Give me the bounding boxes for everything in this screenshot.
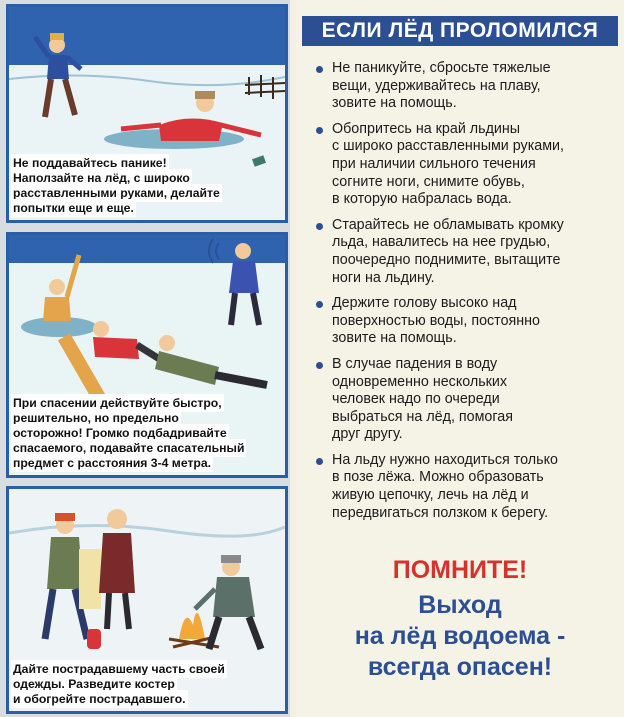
bullet-icon bbox=[316, 223, 323, 230]
panel-fall-through-ice bbox=[6, 4, 288, 223]
page-title: ЕСЛИ ЛЁД ПРОЛОМИЛСЯ bbox=[302, 16, 618, 46]
rules-list bbox=[314, 60, 614, 530]
bullet-icon bbox=[316, 458, 323, 465]
panel-warm-up bbox=[6, 486, 288, 714]
bullet-icon bbox=[316, 362, 323, 369]
remember-heading: ПОМНИТЕ! bbox=[392, 556, 528, 584]
rules-column bbox=[296, 0, 624, 717]
warning-text: Выход на лёд водоема - всегда опасен! bbox=[354, 591, 566, 681]
panel-rescue bbox=[6, 232, 288, 478]
panel-caption: Не поддавайтесь панике! Наползайте на лёд, с широко расставленными руками, делайте попытки еще и еще. bbox=[13, 156, 220, 215]
bullet-icon bbox=[316, 127, 323, 134]
list-item: Обопритесь на край льдины с широко расставленными руками, при наличии сильного течения согните ноги, снимите обувь, в которую набралась вода. bbox=[314, 121, 614, 209]
list-item: Держите голову высоко над поверхностью воды, постоянно зовите на помощь. bbox=[314, 295, 614, 348]
bullet-icon bbox=[316, 301, 323, 308]
panel-caption: При спасении действуйте быстро, решительно, но предельно осторожно! Громко подбадривайте спасаемого, подавайте спасательный предмет с расстояния 3-4 метра. bbox=[13, 396, 245, 470]
list-item: На льду нужно находиться только в позе лёжа. Можно образовать живую цепочку, лечь на лёд и передвигаться ползком к берегу. bbox=[314, 452, 614, 522]
list-item: В случае падения в воду одновременно нескольких человек надо по очереди выбраться на лёд, помогая друг другу. bbox=[314, 356, 614, 444]
list-item: Не паникуйте, сбросьте тяжелые вещи, удерживайтесь на плаву, зовите на помощь. bbox=[314, 60, 614, 113]
panel-caption: Дайте пострадавшему часть своей одежды. Разведите костер и обогрейте пострадавшего. bbox=[13, 662, 225, 706]
list-item: Старайтесь не обламывать кромку льда, навалитесь на нее грудью, поочередно поднимите, вытащите ноги на льдину. bbox=[314, 217, 614, 287]
bullet-icon bbox=[316, 66, 323, 73]
illustration-column bbox=[0, 0, 290, 717]
